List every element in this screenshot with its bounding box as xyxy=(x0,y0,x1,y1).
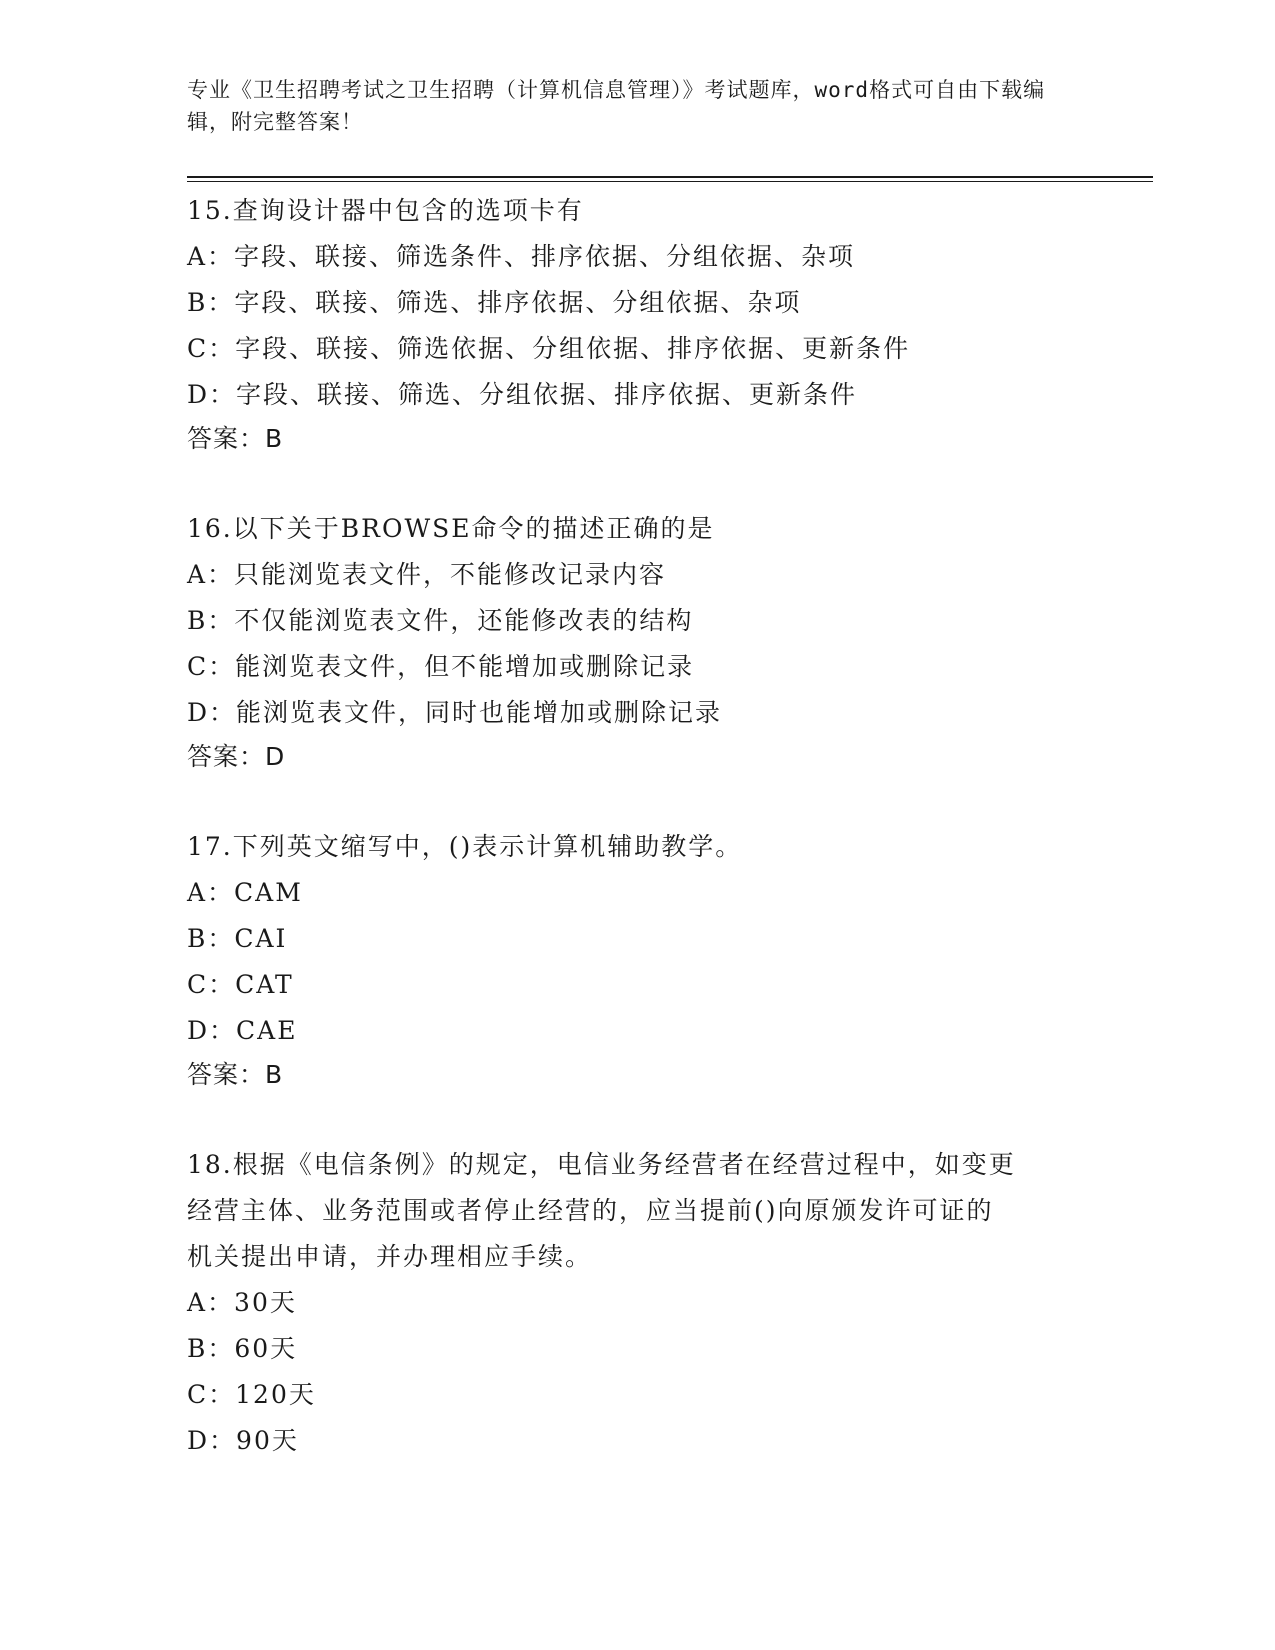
header-divider-thick xyxy=(187,176,1153,178)
option-a: A：字段、联接、筛选条件、排序依据、分组依据、杂项 xyxy=(187,242,856,271)
option-b: B：字段、联接、筛选、排序依据、分组依据、杂项 xyxy=(187,288,802,317)
answer-label: 答案：B xyxy=(187,1060,284,1089)
option-b: B：不仅能浏览表文件，还能修改表的结构 xyxy=(187,606,694,635)
answer-label: 答案：D xyxy=(187,742,286,771)
option-d: D：能浏览表文件，同时也能增加或删除记录 xyxy=(187,698,723,727)
question-18 xyxy=(187,1142,1087,1464)
option-d: D：CAE xyxy=(187,1016,298,1045)
option-c: C：字段、联接、筛选依据、分组依据、排序依据、更新条件 xyxy=(187,334,911,363)
question-16 xyxy=(187,506,1087,778)
option-c: C：120天 xyxy=(187,1380,316,1409)
question-17 xyxy=(187,824,1087,1096)
option-b: B：60天 xyxy=(187,1334,298,1363)
question-list xyxy=(187,188,1087,1510)
question-stem: 15.查询设计器中包含的选项卡有 xyxy=(187,196,584,225)
header-divider-thin xyxy=(187,181,1153,182)
document-intro: 专业《卫生招聘考试之卫生招聘（计算机信息管理）》考试题库，word格式可自由下载编辑，附完整答案！ xyxy=(187,78,1046,134)
question-stem: 16.以下关于BROWSE命令的描述正确的是 xyxy=(187,514,715,543)
question-stem-line-1: 18.根据《电信条例》的规定，电信业务经营者在经营过程中，如变更 xyxy=(187,1150,1016,1179)
question-15 xyxy=(187,188,1087,460)
question-stem: 17.下列英文缩写中，()表示计算机辅助教学。 xyxy=(187,832,743,861)
option-b: B：CAI xyxy=(187,924,288,953)
question-stem-line-2: 经营主体、业务范围或者停止经营的，应当提前()向原颁发许可证的 xyxy=(187,1196,994,1225)
answer-label: 答案：B xyxy=(187,424,284,453)
option-d: D：90天 xyxy=(187,1426,299,1455)
option-a: A：30天 xyxy=(187,1288,297,1317)
option-d: D：字段、联接、筛选、分组依据、排序依据、更新条件 xyxy=(187,380,858,409)
question-stem-line-3: 机关提出申请，并办理相应手续。 xyxy=(187,1242,593,1271)
option-a: A：只能浏览表文件，不能修改记录内容 xyxy=(187,560,667,589)
option-c: C：能浏览表文件，但不能增加或删除记录 xyxy=(187,652,695,681)
option-a: A：CAM xyxy=(187,878,303,907)
option-c: C：CAT xyxy=(187,970,294,999)
